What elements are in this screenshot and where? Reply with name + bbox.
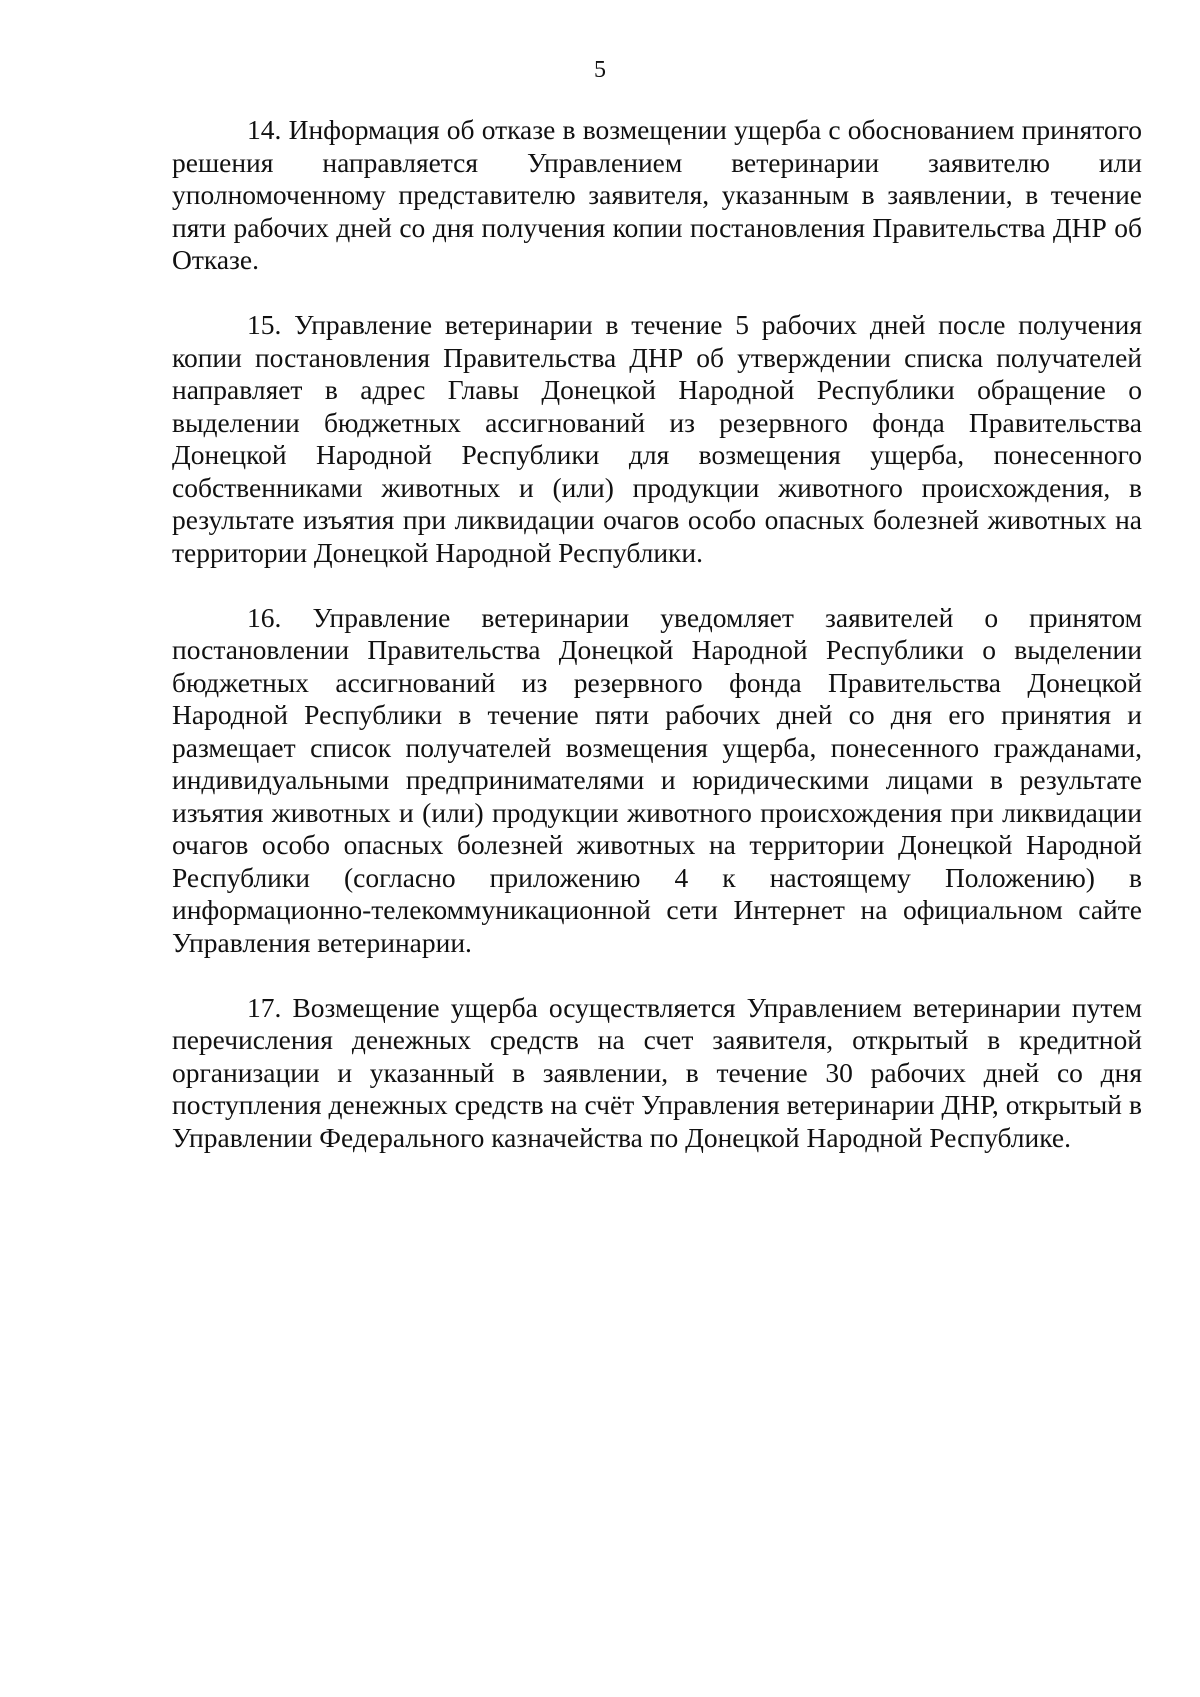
- page-number: 5: [594, 57, 606, 83]
- paragraph-16: 16. Управление ветеринарии уведомляет заявителей о принятом постановлении Правительства Донецкой Народной Республики о выделении бюджетных ассигнований из резервного фонда Правительства Донецкой Народной Республики в течение пяти рабочих дней со дня его принятия и размещает список получателей возмещения ущерба, понесенного гражданами, индивидуальными предпринимателями и юридическими лицами в результате изъятия животных и (или) продукции животного происхождения при ликвидации очагов особо опасных болезней животных на территории Донецкой Народной Республики (согласно приложению 4 к настоящему Положению) в информационно-телекоммуникационной сети Интернет на официальном сайте Управления ветеринарии.: [172, 601, 1142, 958]
- paragraph-14: 14. Информация об отказе в возмещении ущерба с обоснованием принятого решения направляется Управлением ветеринарии заявителю или уполномоченному представителю заявителя, указанным в заявлении, в течение пяти рабочих дней со дня получения копии постановления Правительства ДНР об Отказе.: [172, 114, 1142, 275]
- paragraph-15: 15. Управление ветеринарии в течение 5 рабочих дней после получения копии постановления Правительства ДНР об утверждении списка получателей направляет в адрес Главы Донецкой Народной Республики обращение о выделении бюджетных ассигнований из резервного фонда Правительства Донецкой Народной Республики для возмещения ущерба, понесенного собственниками животных и (или) продукции животного происхождения, в результате изъятия при ликвидации очагов особо опасных болезней животных на территории Донецкой Народной Республики.: [172, 309, 1142, 568]
- paragraph-17: 17. Возмещение ущерба осуществляется Управлением ветеринарии путем перечисления денежных средств на счет заявителя, открытый в кредитной организации и указанный в заявлении, в течение 30 рабочих дней со дня поступления денежных средств на счёт Управления ветеринарии ДНР, открытый в Управлении Федерального казначейства по Донецкой Народной Республике.: [172, 991, 1142, 1153]
- document-body: [172, 114, 1142, 1154]
